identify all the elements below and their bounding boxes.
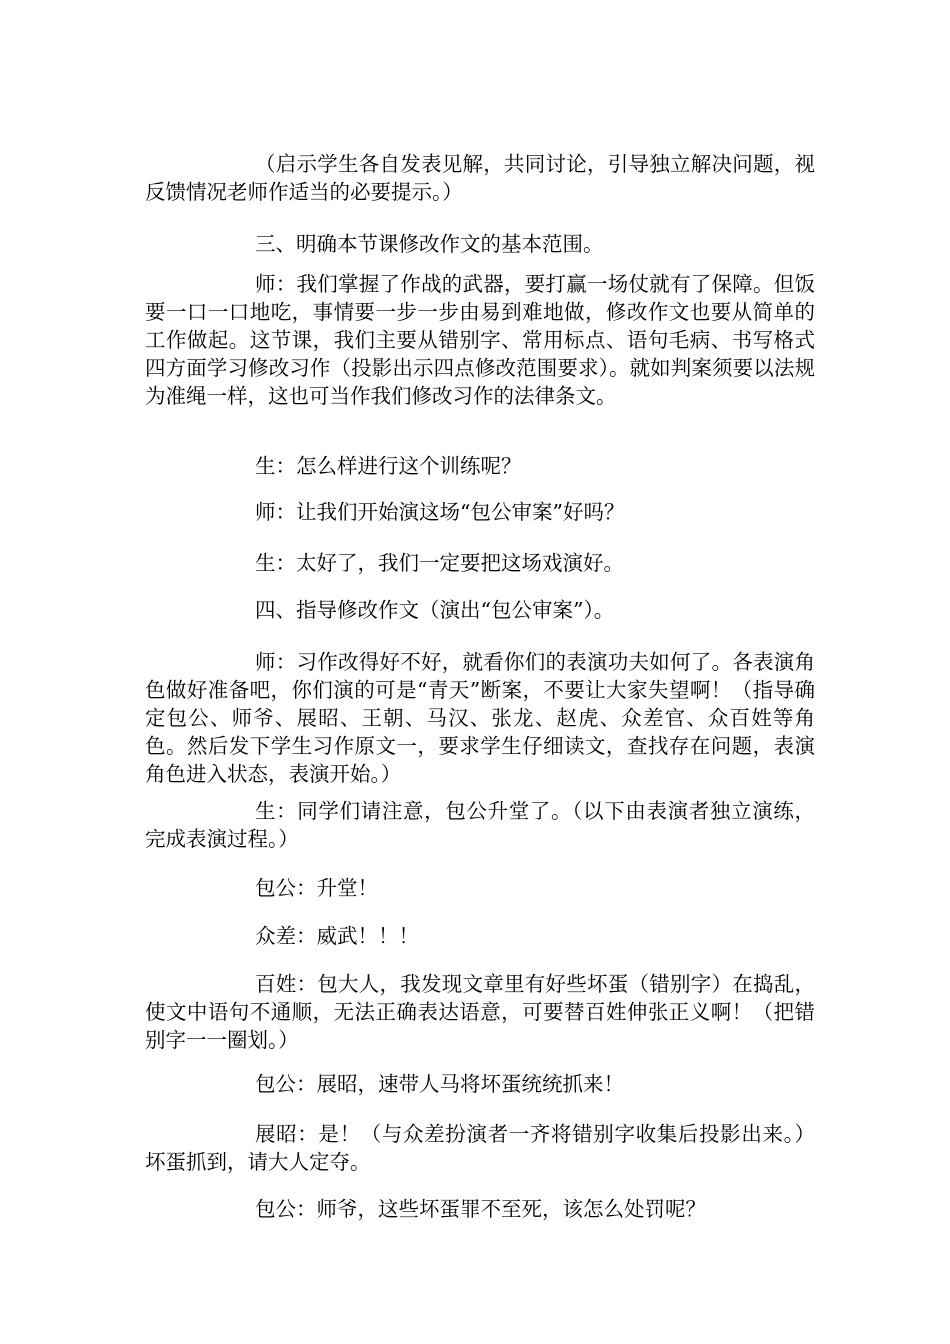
paragraph-officers-shout: 众差：威武！！！ bbox=[255, 924, 419, 948]
paragraph-student-question: 生：怎么样进行这个训练呢？ bbox=[255, 454, 522, 478]
paragraph-teacher-roles: 师：习作改得好不好，就看你们的表演功夫如何了。各表演角色做好准备吧，你们演的可是“青天”断案，不要让大家失望啊！（指导确定包公、师爷、展昭、王朝、马汉、张龙、赵虎、众差官、众百姓等角色。然后发下学生习作原文一，要求学生仔细读文，查找存在问题，表演角色进入状态，表演开始。） bbox=[145, 650, 815, 786]
section-heading-three: 三、明确本节课修改作文的基本范围。 bbox=[255, 232, 604, 256]
paragraph-people-complaint: 百姓：包大人，我发现文章里有好些坏蛋（错别字）在捣乱，使文中语句不通顺，无法正确表达语意，可要替百姓伸张正义啊！（把错别字一一圈划。） bbox=[145, 972, 815, 1052]
paragraph-baogong-open: 包公：升堂！ bbox=[255, 876, 378, 900]
paragraph-teacher-weapons: 师：我们掌握了作战的武器，要打赢一场仗就有了保障。但饭要一口一口地吃，事情要一步一步由易到难地做，修改作文也要从简单的工作做起。这节课，我们主要从错别字、常用标点、语句毛病、书写格式四方面学习修改习作（投影出示四点修改范围要求）。就如判案须要以法规为准绳一样，这也可当作我们修改习作的法律条文。 bbox=[145, 272, 815, 408]
section-heading-four: 四、指导修改作文（演出“包公审案”）。 bbox=[255, 598, 615, 622]
paragraph-prompt-note: （启示学生各自发表见解，共同讨论，引导独立解决问题，视反馈情况老师作适当的必要提示。） bbox=[145, 152, 815, 204]
paragraph-baogong-order: 包公：展昭，速带人马将坏蛋统统抓来！ bbox=[255, 1072, 624, 1096]
paragraph-teacher-play: 师：让我们开始演这场“包公审案”好吗？ bbox=[255, 500, 625, 524]
paragraph-zhanzhao-report: 展昭：是！（与众差扮演者一齐将错别字收集后投影出来。）坏蛋抓到，请大人定夺。 bbox=[145, 1122, 815, 1174]
paragraph-baogong-question: 包公：师爷，这些坏蛋罪不至死，该怎么处罚呢？ bbox=[255, 1197, 706, 1221]
paragraph-student-court: 生：同学们请注意，包公升堂了。（以下由表演者独立演练，完成表演过程。） bbox=[145, 799, 815, 851]
paragraph-student-agree: 生：太好了，我们一定要把这场戏演好。 bbox=[255, 551, 624, 575]
